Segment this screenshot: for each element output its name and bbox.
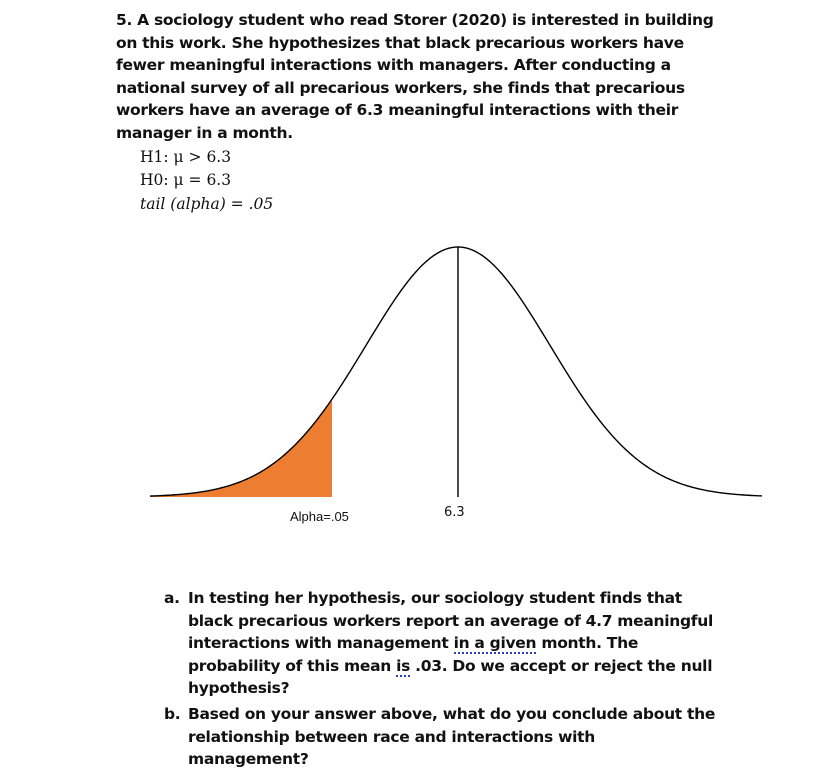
part-a-label: a.: [164, 589, 180, 607]
mean-label: 6.3: [444, 505, 465, 520]
alpha-level: tail (alpha) = .05: [140, 195, 274, 213]
part-a-text: In testing her hypothesis, our sociology student finds that black precarious workers report an average of 4.7 meaningful interactions with management in a given month. The probability of this mean is .03. Do we accept or reject the null hypothesis?: [188, 589, 713, 697]
normal-curve: [150, 247, 762, 496]
null-hypothesis: H0: μ = 6.3: [140, 171, 232, 189]
alternative-hypothesis: H1: μ > 6.3: [140, 148, 232, 166]
rejection-region: [150, 399, 332, 497]
question-text: 5. A sociology student who read Storer (2020) is interested in building on this work. She hypothesizes that black precarious workers have fewer meaningful interactions with managers. After conducting a national survey of all precarious workers, she finds that precarious workers have an average of 6.3 meaningful interactions with their manager in a month.: [116, 11, 714, 142]
part-b-text: Based on your answer above, what do you conclude about the relationship between race and interactions with management?: [188, 705, 716, 768]
alpha-label: Alpha=.05: [290, 509, 349, 524]
part-b-label: b.: [164, 705, 181, 723]
